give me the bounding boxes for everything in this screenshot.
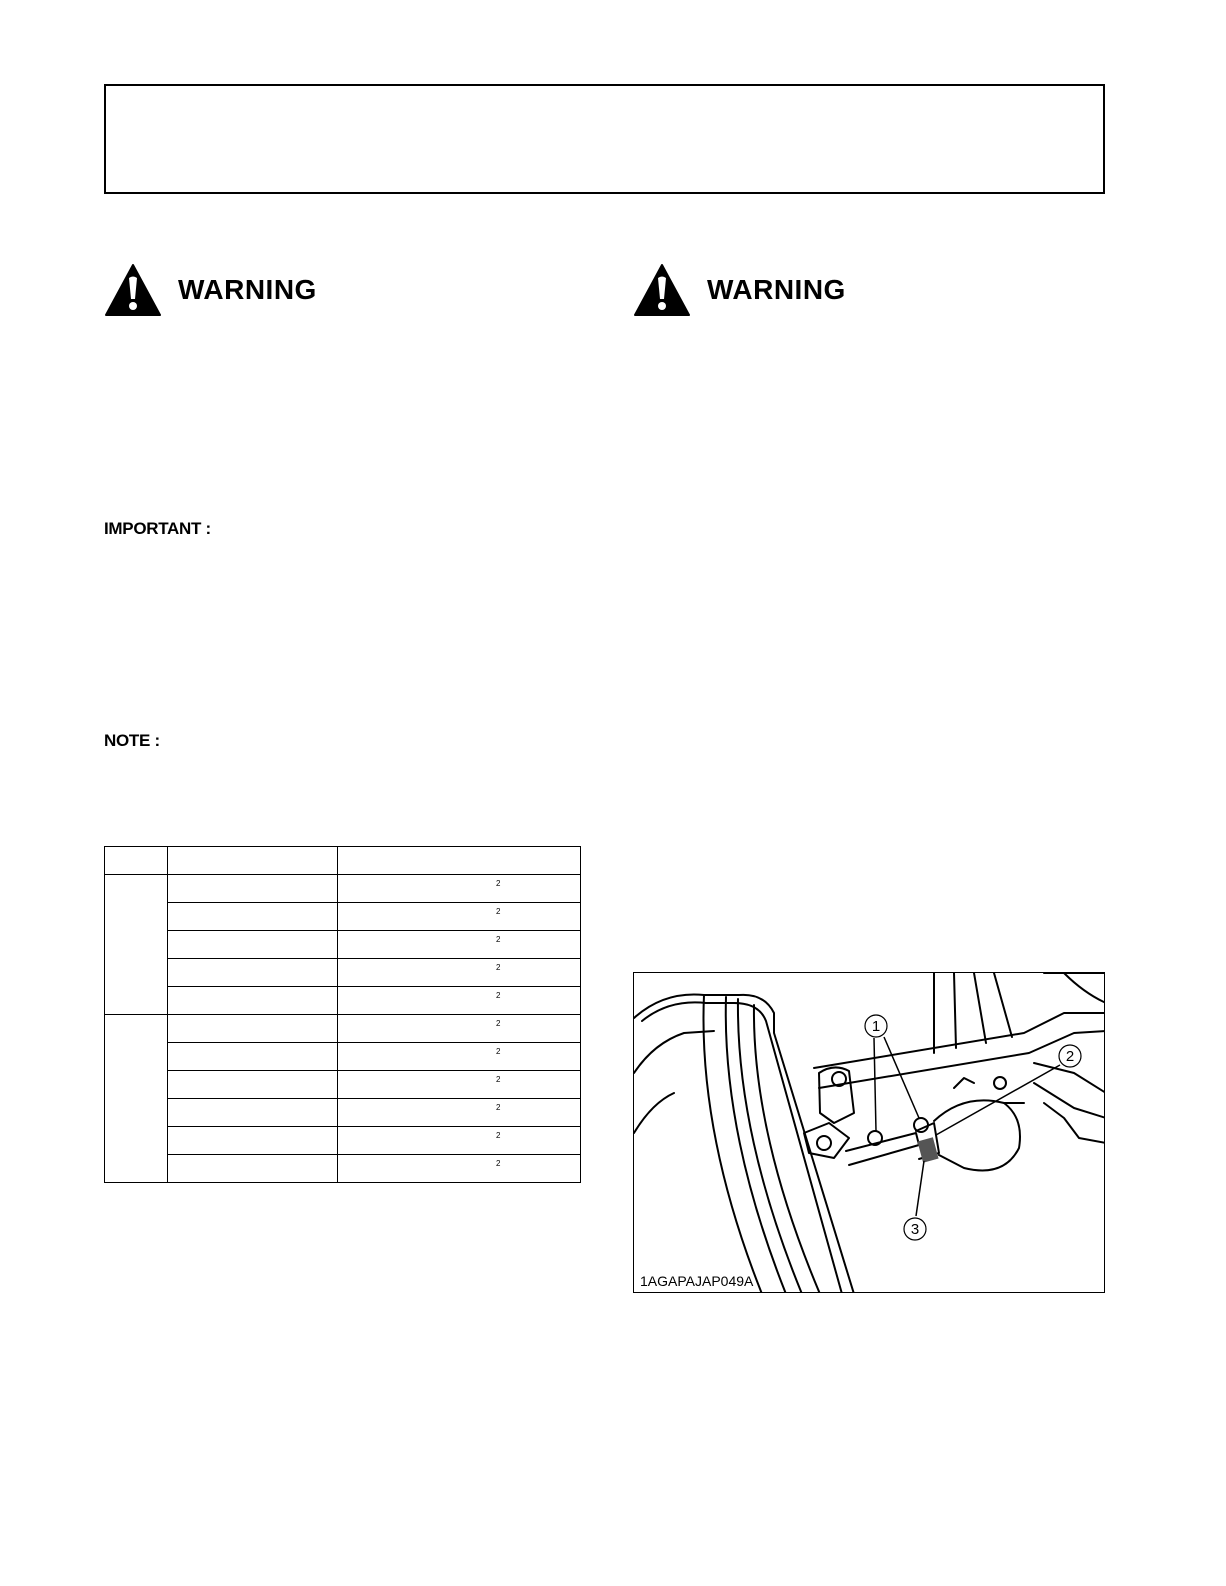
callout-3: 3 bbox=[910, 1221, 920, 1238]
table-row bbox=[105, 1155, 581, 1183]
table-row bbox=[105, 1099, 581, 1127]
warning-triangle-icon bbox=[104, 263, 162, 317]
superscript: 2 bbox=[496, 907, 501, 916]
warning-title: WARNING bbox=[707, 274, 846, 305]
table-cell bbox=[338, 1015, 581, 1043]
table-row bbox=[105, 1071, 581, 1099]
table-row bbox=[105, 903, 581, 931]
table-row bbox=[105, 1043, 581, 1071]
important-label: IMPORTANT : bbox=[104, 519, 211, 538]
table-cell bbox=[168, 847, 338, 875]
table-cell bbox=[338, 987, 581, 1015]
steering-cylinder-illustration bbox=[633, 972, 1105, 1293]
left-warning-heading bbox=[104, 263, 317, 317]
figure-code: 1AGAPAJAP049A bbox=[640, 1273, 754, 1289]
table-row bbox=[105, 987, 581, 1015]
table-cell bbox=[168, 987, 338, 1015]
superscript: 2 bbox=[496, 991, 501, 1000]
table-cell bbox=[168, 1071, 338, 1099]
callout-1: 1 bbox=[871, 1018, 881, 1035]
table-cell bbox=[168, 1099, 338, 1127]
table-cell bbox=[168, 903, 338, 931]
table-cell bbox=[105, 847, 168, 875]
table-cell bbox=[168, 1043, 338, 1071]
superscript: 2 bbox=[496, 1131, 501, 1140]
table-cell bbox=[338, 1071, 581, 1099]
table-cell bbox=[168, 959, 338, 987]
table-row bbox=[105, 875, 581, 903]
table-row bbox=[105, 1015, 581, 1043]
table-cell bbox=[338, 931, 581, 959]
superscript: 2 bbox=[496, 1019, 501, 1028]
spec-table bbox=[104, 846, 581, 1183]
table-cell bbox=[338, 875, 581, 903]
header-box bbox=[104, 84, 1105, 194]
superscript: 2 bbox=[496, 879, 501, 888]
table-cell bbox=[338, 1127, 581, 1155]
table-cell bbox=[338, 903, 581, 931]
warning-title: WARNING bbox=[178, 274, 317, 305]
table-cell bbox=[168, 1155, 338, 1183]
superscript: 2 bbox=[496, 963, 501, 972]
superscript: 2 bbox=[496, 1075, 501, 1084]
table-row bbox=[105, 1127, 581, 1155]
table-cell bbox=[168, 1127, 338, 1155]
table-cell bbox=[338, 959, 581, 987]
callout-2: 2 bbox=[1065, 1048, 1075, 1065]
table-row bbox=[105, 959, 581, 987]
warning-triangle-icon bbox=[633, 263, 691, 317]
table-cell bbox=[338, 1099, 581, 1127]
table-cell bbox=[338, 1043, 581, 1071]
superscript: 2 bbox=[496, 1047, 501, 1056]
table-cell bbox=[168, 931, 338, 959]
table-cell bbox=[338, 847, 581, 875]
table-cell bbox=[168, 875, 338, 903]
superscript: 2 bbox=[496, 935, 501, 944]
superscript: 2 bbox=[496, 1159, 501, 1168]
table-cell bbox=[338, 1155, 581, 1183]
note-label: NOTE : bbox=[104, 731, 160, 750]
table-cell bbox=[168, 1015, 338, 1043]
right-warning-heading bbox=[633, 263, 846, 317]
table-group-cell bbox=[105, 1015, 168, 1183]
table-row bbox=[105, 931, 581, 959]
superscript: 2 bbox=[496, 1103, 501, 1112]
illustration-drawing bbox=[634, 973, 1105, 1293]
table-group-cell bbox=[105, 875, 168, 1015]
table-header-row bbox=[105, 847, 581, 875]
